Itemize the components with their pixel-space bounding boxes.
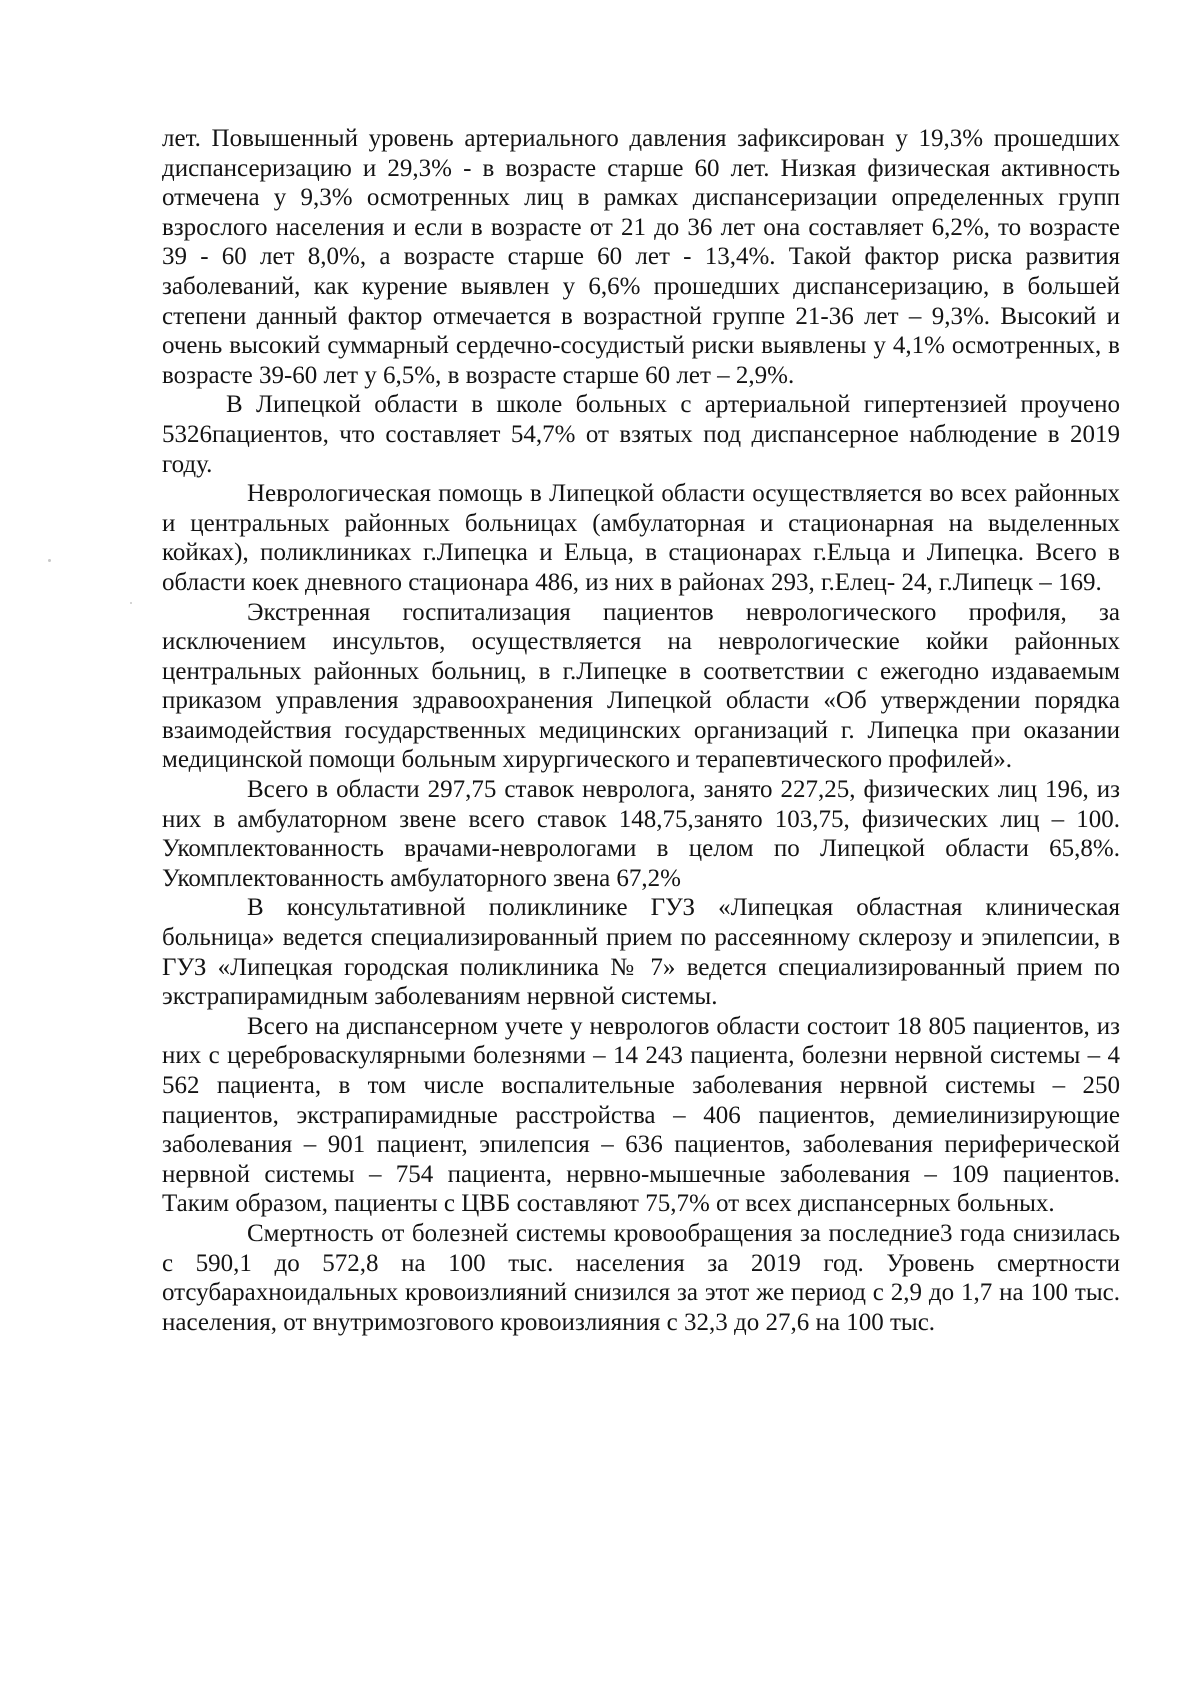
scan-speck: [130, 602, 132, 604]
paragraph-neurological-care: Неврологическая помощь в Липецкой области осуществляется во всех районных и центральных районных больницах (амбулаторная и стационарная на выделенных койках), поликлиниках г.Липецка и Ельца, в стационарах г.Ельца и Липецка. Всего в области коек дневного стационара 486, из них в районах 293, г.Елец- 24, г.Липецк – 169.: [162, 480, 1120, 596]
paragraph-dispensary-registry: Всего на диспансерном учете у неврологов области состоит 18 805 пациентов, из них с цереброваскулярными болезнями – 14 243 пациента, болезни нервной системы – 4 562 пациента, в том числе воспалительные заболевания нервной системы – 250 пациентов, экстрапирамидные расстройства – 406 пациентов, демиелинизирующие заболевания – 901 пациент, эпилепсия – 636 пациентов, заболевания периферической нервной системы – 754 пациента, нервно-мышечные заболевания – 109 пациентов. Таким образом, пациенты с ЦВБ составляют 75,7% от всех диспансерных больных.: [162, 1012, 1120, 1218]
paragraph-risk-factors: лет. Повышенный уровень артериального давления зафиксирован у 19,3% прошедших диспансеризацию и 29,3% - в возрасте старше 60 лет. Низкая физическая активность отмечена у 9,3% осмотренных лиц в рамках диспансеризации определенных групп взрослого населения и если в возрасте от 21 до 36 лет она составляет 6,2%, то возрасте 39 - 60 лет 8,0%, а возрасте старше 60 лет - 13,4%. Такой фактор риска развития заболеваний, как курение выявлен у 6,6% прошедших диспансеризацию, в большей степени данный фактор отмечается в возрастной группе 21-36 лет – 9,3%. Высокий и очень высокий суммарный сердечно-сосудистый риски выявлены у 4,1% осмотренных, в возрасте 39-60 лет у 6,5%, в возрасте старше 60 лет – 2,9%.: [162, 125, 1120, 389]
paragraph-consultative-clinic: В консультативной поликлинике ГУЗ «Липецкая областная клиническая больница» ведется специализированный прием по рассеянному склерозу и эпилепсии, в ГУЗ «Липецкая городская поликлиника № 7» ведется специализированный прием по экстрапирамидным заболеваниям нервной системы.: [162, 894, 1120, 1011]
document-body: [162, 124, 1120, 1337]
paragraph-hypertension-school: В Липецкой области в школе больных с артериальной гипертензией проучено 5326пациентов, что составляет 54,7% от взятых под диспансерное наблюдение в 2019 году.: [162, 391, 1120, 478]
scan-speck: [48, 559, 51, 562]
paragraph-emergency-hospitalization: Экстренная госпитализация пациентов неврологического профиля, за исключением инсультов, осуществляется на неврологические койки районных центральных районных больниц, в г.Липецке в соответствии с ежегодно издаваемым приказом управления здравоохранения Липецкой области «Об утверждении порядка взаимодействия государственных медицинских организаций г. Липецка при оказании медицинской помощи больным хирургического и терапевтического профилей».: [162, 598, 1120, 774]
paragraph-mortality: Смертность от болезней системы кровообращения за последние3 года снизилась с 590,1 до 572,8 на 100 тыс. населения за 2019 год. Уровень смертности отсубарахноидальных кровоизлияний снизился за этот же период с 2,9 до 1,7 на 100 тыс. населения, от внутримозгового кровоизлияния с 32,3 до 27,6 на 100 тыс.: [162, 1219, 1120, 1336]
paragraph-neurologist-staffing: Всего в области 297,75 ставок невролога, занято 227,25, физических лиц 196, из них в амбулаторном звене всего ставок 148,75,занято 103,75, физических лиц – 100. Укомплектованность врачами-неврологами в целом по Липецкой области 65,8%. Укомплектованность амбулаторного звена 67,2%: [162, 776, 1120, 892]
